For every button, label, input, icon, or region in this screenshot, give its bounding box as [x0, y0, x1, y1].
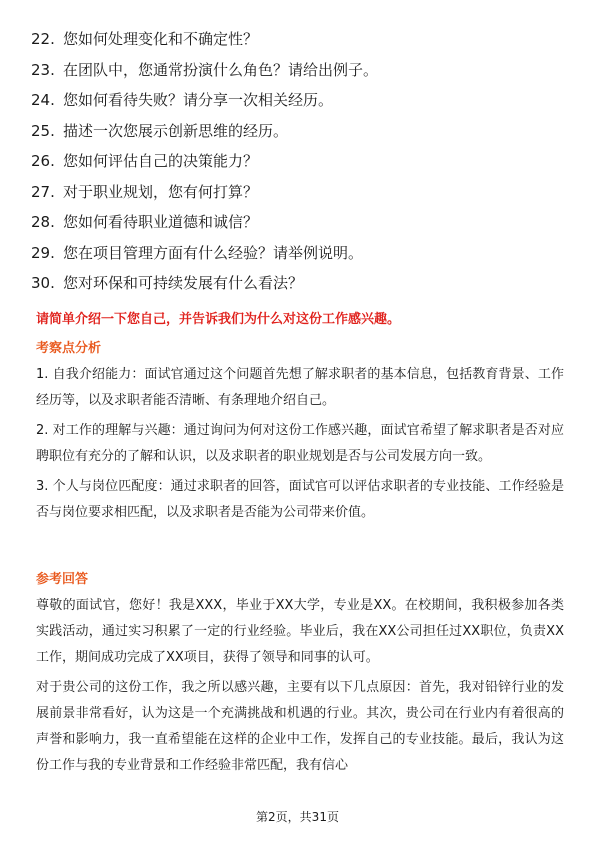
question-number: 30.: [31, 274, 55, 292]
analysis-point: 3. 个人与岗位匹配度：通过求职者的回答，面试官可以评估求职者的专业技能、工作经验是否与岗位要求相匹配，以及求职者是否能为公司带来价值。: [36, 479, 564, 520]
question-text: 您如何看待失败？请分享一次相关经历。: [63, 91, 334, 109]
question-number: 26.: [31, 152, 55, 170]
question-number: 27.: [31, 182, 55, 201]
question-number: 28.: [31, 213, 55, 231]
featured-question: 请简单介绍一下您自己，并告诉我们为什么对这份工作感兴趣。: [36, 312, 401, 327]
question-text: 描述一次您展示创新思维的经历。: [63, 121, 289, 140]
question-number: 25.: [31, 121, 55, 140]
question-number: 24.: [31, 91, 55, 109]
reference-paragraph: 对于贵公司的这份工作，我之所以感兴趣，主要有以下几点原因：首先，我对铅锌行业的发展前景非常看好，认为这是一个充满挑战和机遇的行业。其次，贵公司在行业内有着很高的声誉和影响力，我一直希望能在这样的企业中工作，发挥自己的专业技能。最后，我认为这份工作与我的专业背景和工作经验非常匹配，我有信心: [36, 680, 564, 773]
analysis-title: 考察点分析: [36, 341, 102, 356]
question-text: 您如何评估自己的决策能力？: [63, 152, 259, 170]
question-number: 23.: [31, 60, 55, 79]
question-text: 您如何看待职业道德和诚信？: [63, 213, 259, 231]
reference-paragraph: 尊敬的面试官，您好！我是XXX，毕业于XX大学，专业是XX。在校期间，我积极参加各类实践活动，通过实习积累了一定的行业经验。毕业后，我在XX公司担任过XX职位，负责XX工作，期间成功完成了XX项目，获得了领导和同事的认可。: [36, 598, 564, 665]
question-number: 22.: [31, 30, 55, 48]
analysis-point: 2. 对工作的理解与兴趣：通过询问为何对这份工作感兴趣，面试官希望了解求职者是否对应聘职位有充分的了解和认识，以及求职者的职业规划是否与公司发展方向一致。: [36, 423, 564, 464]
question-item: [31, 119, 571, 150]
analysis-section: [36, 362, 564, 530]
question-text: 在团队中，您通常扮演什么角色？请给出例子。: [63, 60, 379, 79]
question-item: [31, 88, 571, 119]
question-text: 您如何处理变化和不确定性？: [63, 30, 259, 48]
question-text: 对于职业规划，您有何打算？: [63, 182, 259, 201]
question-list: [31, 27, 571, 302]
question-item: [31, 58, 571, 89]
reference-title: 参考回答: [36, 572, 89, 587]
question-item: [31, 210, 571, 241]
question-item: [31, 271, 571, 302]
question-item: [31, 27, 571, 58]
analysis-point: 1. 自我介绍能力：面试官通过这个问题首先想了解求职者的基本信息，包括教育背景、工作经历等，以及求职者能否清晰、有条理地介绍自己。: [36, 367, 564, 408]
question-item: [31, 180, 571, 211]
question-text: 您在项目管理方面有什么经验？请举例说明。: [63, 243, 364, 262]
question-text: 您对环保和可持续发展有什么看法？: [63, 274, 304, 292]
question-item: [31, 241, 571, 272]
reference-section: [36, 593, 564, 783]
question-number: 29.: [31, 243, 55, 262]
page-footer: 第2页，共31页: [256, 810, 339, 824]
question-item: [31, 149, 571, 180]
